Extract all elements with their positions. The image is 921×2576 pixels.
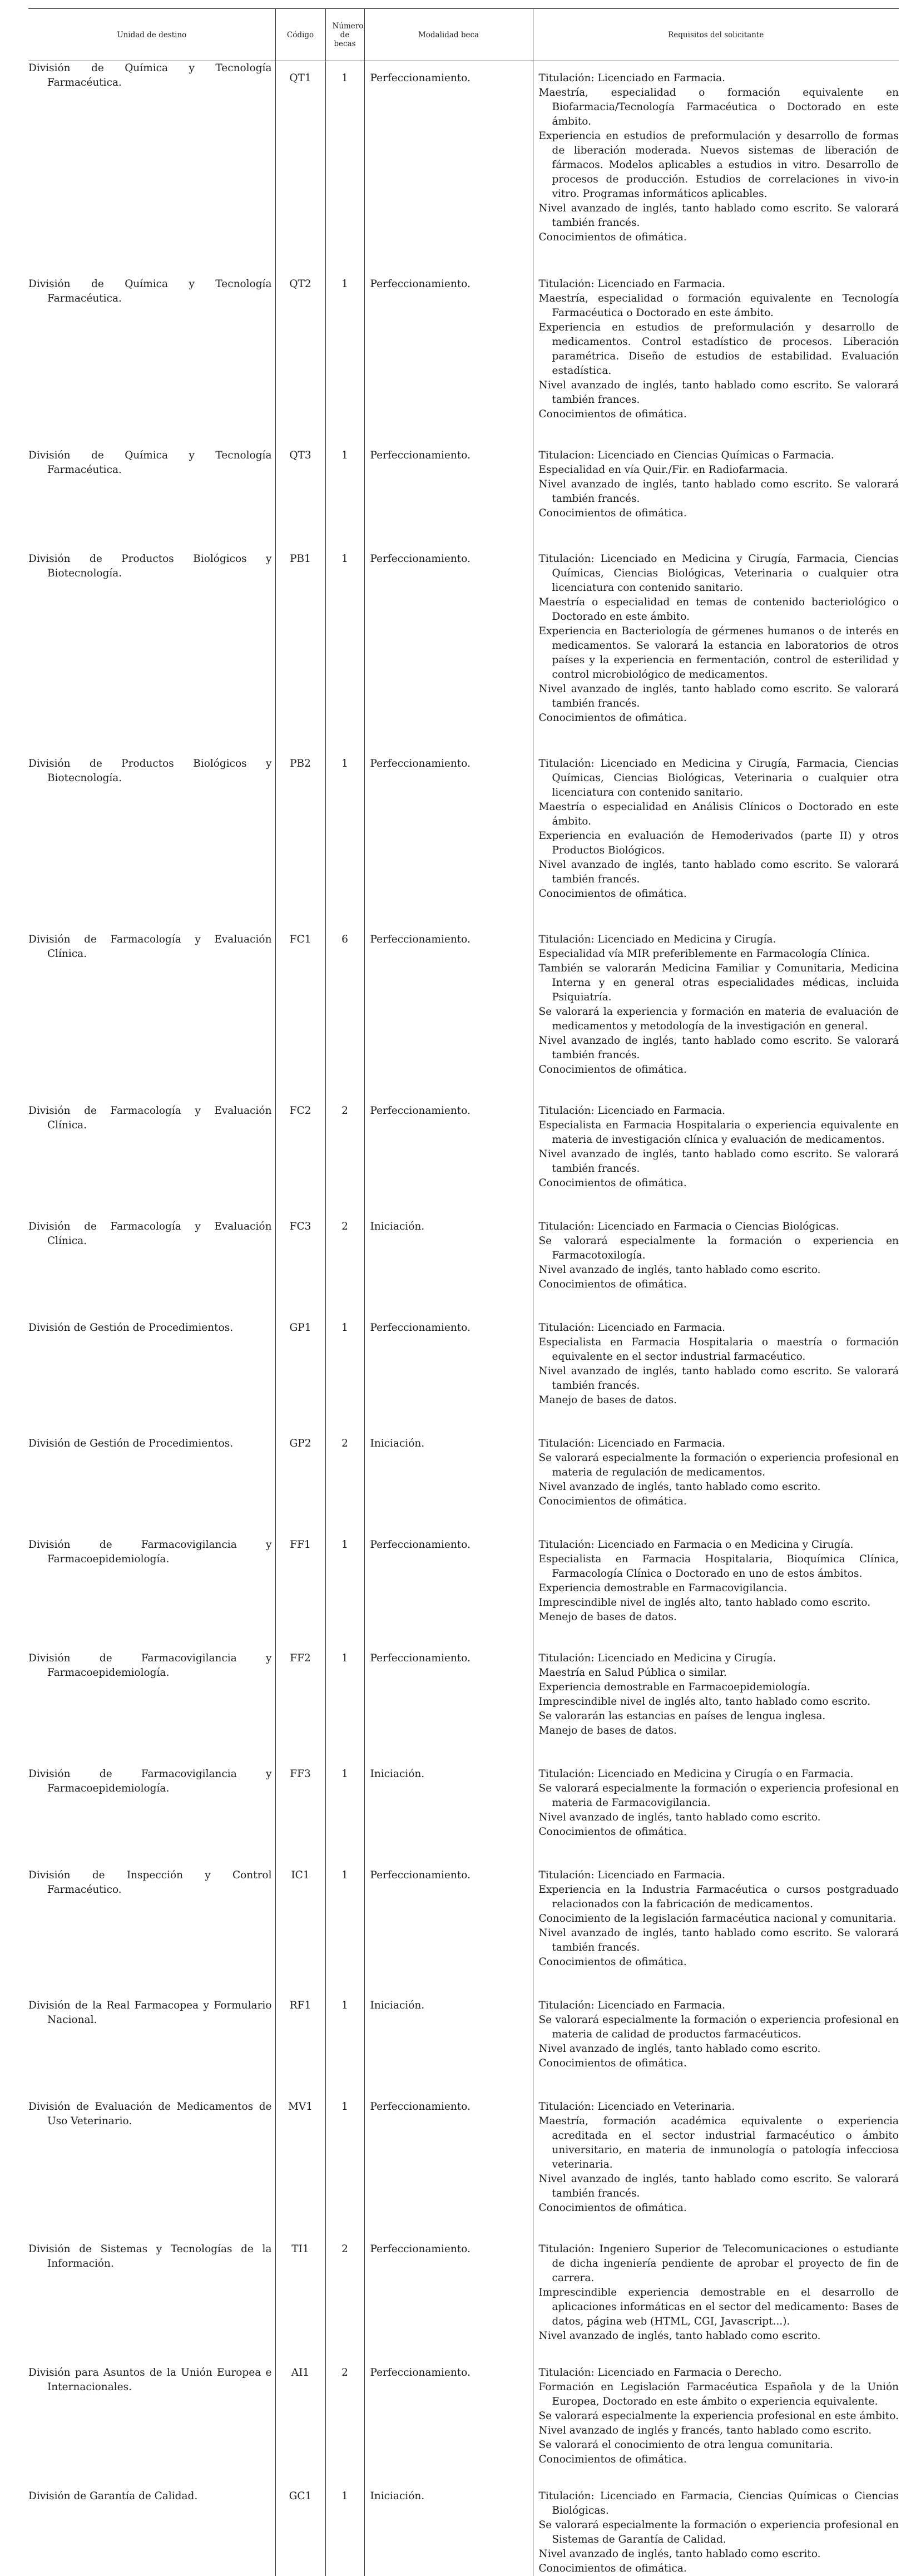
unit-label: División de Garantía de Calidad. [28,2489,272,2504]
cell-code: AI1 [275,2366,325,2489]
unit-label: División de Farmacología y Evaluación Clínica. [28,932,272,961]
requirement-item: Titulación: Licenciado en Farmacia o Derecho. [539,2366,899,2380]
unit-label: División de Gestión de Procedimientos. [28,1321,272,1335]
requirement-item: Titulación: Licenciado en Medicina y Cirugía. [539,932,899,947]
requirement-item: Nivel avanzado de inglés, tanto hablado como escrito. Se valorará también francés. [539,1364,899,1393]
requirement-item: Titulación: Licenciado en Farmacia. [539,1868,899,1883]
unit-label: División de Productos Biológicos y Biotecnología. [28,552,272,581]
requirement-item: Nivel avanzado de inglés, tanto hablado como escrito. Se valorará también francés. [539,682,899,711]
requirement-item: Titulación: Licenciado en Farmacia o en Medicina y Cirugía. [539,1538,899,1552]
requirement-item: Conocimientos de ofimática. [539,1825,899,1839]
requirements-list [539,2489,899,2576]
cell-unit [28,1868,275,1998]
requirement-item: Formación en Legislación Farmacéutica Española y de la Unión Europea, Doctorado en este ámbito o experiencia equivalente. [539,2380,899,2409]
cell-num: 2 [325,1437,364,1538]
cell-code: RF1 [275,1998,325,2100]
requirement-item: Experiencia en estudios de preformulación y desarrollo de formas de liberación moderada. Nuevos sistemas de liberación de fármacos. Modelos aplicables a estudios in vitro. Desarrollo de procesos de producción. Estudios de correlaciones in vivo-in vitro. Programas informáticos aplicables. [539,129,899,201]
requirement-item: Se valorará especialmente la formación o experiencia profesional en materia de calidad de productos farmacéuticos. [539,2013,899,2042]
cell-unit [28,932,275,1104]
requirement-item: Se valorará especialmente la formación o experiencia profesional en materia de regulación de medicamentos. [539,1451,899,1480]
cell-modality: Perfeccionamiento. [364,1321,533,1437]
requirement-item: Conocimientos de ofimática. [539,2562,899,2576]
table-row [28,1868,899,1998]
cell-num: 6 [325,932,364,1104]
requirement-item: Conocimientos de ofimática. [539,2452,899,2467]
cell-requirements [533,1998,899,2100]
requirements-list [539,2366,899,2467]
unit-label: División de Gestión de Procedimientos. [28,1437,272,1451]
requirement-item: Titulación: Ingeniero Superior de Telecomunicaciones o estudiante de dicha ingeniería pendiente de aprobar el proyecto de fin de carrera. [539,2242,899,2286]
table-row [28,2366,899,2489]
unit-label: División de Productos Biológicos y Biotecnología. [28,757,272,786]
table-row [28,757,899,932]
cell-modality: Perfeccionamiento. [364,1104,533,1220]
requirements-list [539,932,899,1077]
cell-unit [28,448,275,552]
unit-label: División de Química y Tecnología Farmacéutica. [28,448,272,477]
cell-modality: Iniciación. [364,1998,533,2100]
cell-num: 2 [325,1104,364,1220]
cell-num: 1 [325,552,364,757]
cell-modality: Perfeccionamiento. [364,757,533,932]
unit-label: División de Química y Tecnología Farmacéutica. [28,277,272,306]
cell-requirements [533,2489,899,2576]
cell-unit [28,552,275,757]
requirement-item: Experiencia demostrable en Farmacovigilancia. [539,1581,899,1596]
cell-modality: Perfeccionamiento. [364,61,533,278]
cell-modality: Iniciación. [364,1437,533,1538]
cell-modality: Perfeccionamiento. [364,2100,533,2242]
requirement-item: Conocimientos de ofimática. [539,1494,899,1509]
requirement-item: Imprescindible nivel de inglés alto, tanto hablado como escrito. [539,1596,899,1610]
table-row [28,277,899,448]
requirement-item: Titulación: Licenciado en Farmacia. [539,1998,899,2013]
requirement-item: Conocimientos de ofimática. [539,1955,899,1970]
requirement-item: Titulación: Licenciado en Farmacia. [539,71,899,86]
cell-num: 1 [325,61,364,278]
cell-code: TI1 [275,2242,325,2366]
cell-modality: Iniciación. [364,2489,533,2576]
cell-modality: Perfeccionamiento. [364,1651,533,1767]
table-row [28,2100,899,2242]
requirement-item: Conocimientos de ofimática. [539,2056,899,2071]
requirement-item: Titulación: Licenciado en Farmacia. [539,1104,899,1118]
unit-label: División para Asuntos de la Unión Europea e Internacionales. [28,2366,272,2395]
cell-requirements [533,1437,899,1538]
cell-num: 1 [325,1321,364,1437]
requirement-item: Nivel avanzado de inglés, tanto hablado como escrito. [539,2547,899,2562]
requirements-list [539,71,899,245]
requirements-list [539,2100,899,2215]
requirements-list [539,1998,899,2071]
requirement-item: Maestría o especialidad en temas de contenido bacteriológico o Doctorado en este ámbito. [539,595,899,624]
cell-num: 1 [325,1868,364,1998]
requirement-item: Nivel avanzado de inglés, tanto hablado como escrito. Se valorará también francés. [539,858,899,887]
cell-unit [28,2366,275,2489]
requirement-item: Experiencia en evaluación de Hemoderivados (parte II) y otros Productos Biológicos. [539,829,899,858]
requirement-item: Titulacion: Licenciado en Ciencias Químicas o Farmacia. [539,448,899,463]
header-modality: Modalidad beca [364,9,533,61]
table-row [28,1437,899,1538]
table-row [28,1220,899,1321]
scholarship-table [28,8,899,2576]
requirement-item: Titulación: Licenciado en Farmacia, Ciencias Químicas o Ciencias Biológicas. [539,2489,899,2518]
requirement-item: Se valorará especialmente la formación o experiencia profesional en materia de Farmacovigilancia. [539,1782,899,1810]
requirement-item: Nivel avanzado de inglés, tanto hablado como escrito. Se valorará también francés. [539,2172,899,2201]
cell-requirements [533,61,899,278]
cell-unit [28,1538,275,1651]
cell-requirements [533,1651,899,1767]
requirements-list [539,277,899,422]
requirement-item: Manejo de bases de datos. [539,1393,899,1408]
requirement-item: Titulación: Licenciado en Medicina y Cirugía o en Farmacia. [539,1767,899,1782]
requirement-item: Nivel avanzado de inglés, tanto hablado como escrito. [539,1480,899,1494]
requirements-list [539,1651,899,1738]
cell-num: 1 [325,1998,364,2100]
requirement-item: Se valorará especialmente la formación o experiencia en Farmacotoxilogía. [539,1234,899,1263]
cell-unit [28,1321,275,1437]
table-row [28,1104,899,1220]
cell-unit [28,1104,275,1220]
cell-unit [28,1220,275,1321]
requirements-list [539,1538,899,1625]
requirement-item: Titulación: Licenciado en Farmacia. [539,277,899,292]
table-row [28,932,899,1104]
requirement-item: Especialidad vía MIR preferiblemente en Farmacología Clínica. [539,947,899,961]
cell-num: 1 [325,277,364,448]
requirements-list [539,1321,899,1408]
requirement-item: También se valorarán Medicina Familiar y Comunitaria, Medicina Interna y en general otras especialidades médicas, incluida Psiquiatría. [539,961,899,1005]
cell-code: GP2 [275,1437,325,1538]
cell-requirements [533,932,899,1104]
cell-unit [28,1998,275,2100]
unit-label: División de Evaluación de Medicamentos de Uso Veterinario. [28,2100,272,2129]
cell-code: FC1 [275,932,325,1104]
unit-label: División de Inspección y Control Farmacéutico. [28,1868,272,1897]
requirement-item: Maestría o especialidad en Análisis Clínicos o Doctorado en este ámbito. [539,800,899,829]
cell-requirements [533,277,899,448]
cell-modality: Perfeccionamiento. [364,448,533,552]
header-code: Código [275,9,325,61]
requirement-item: Conocimientos de ofimática. [539,1277,899,1292]
requirements-list [539,1104,899,1191]
cell-num: 1 [325,1767,364,1868]
unit-label: División de Farmacovigilancia y Farmacoepidemiología. [28,1538,272,1567]
cell-code: PB2 [275,757,325,932]
cell-requirements [533,2366,899,2489]
cell-code: FF1 [275,1538,325,1651]
cell-requirements [533,2242,899,2366]
cell-modality: Perfeccionamiento. [364,1538,533,1651]
requirement-item: Se valorará la experiencia y formación en materia de evaluación de medicamentos y metodología de la investigación en general. [539,1005,899,1034]
unit-label: División de Sistemas y Tecnologías de la Información. [28,2242,272,2271]
requirement-item: Imprescindible nivel de inglés alto, tanto hablado como escrito. [539,1695,899,1709]
cell-unit [28,1767,275,1868]
unit-label: División de la Real Farmacopea y Formulario Nacional. [28,1998,272,2027]
cell-num: 1 [325,1538,364,1651]
requirements-list [539,552,899,726]
requirement-item: Titulación: Licenciado en Farmacia. [539,1321,899,1335]
cell-modality: Perfeccionamiento. [364,1868,533,1998]
cell-unit [28,2100,275,2242]
cell-requirements [533,1538,899,1651]
requirement-item: Conocimientos de ofimática. [539,887,899,901]
cell-unit [28,61,275,278]
table-row [28,1651,899,1767]
requirement-item: Nivel avanzado de inglés, tanto hablado como escrito. [539,2042,899,2056]
cell-unit [28,2242,275,2366]
requirement-item: Manejo de bases de datos. [539,1724,899,1738]
cell-num: 2 [325,2366,364,2489]
requirement-item: Experiencia demostrable en Farmacoepidemiología. [539,1680,899,1695]
cell-modality: Iniciación. [364,1767,533,1868]
requirement-item: Nivel avanzado de inglés, tanto hablado como escrito. [539,1263,899,1277]
unit-label: División de Farmacología y Evaluación Clínica. [28,1104,272,1133]
cell-num: 1 [325,1651,364,1767]
cell-requirements [533,1321,899,1437]
cell-modality: Perfeccionamiento. [364,2242,533,2366]
cell-num: 1 [325,2489,364,2576]
table-row [28,2489,899,2576]
table-row [28,61,899,278]
requirement-item: Maestría, formación académica equivalente o experiencia acreditada en el sector industrial farmacéutico o ámbito universitario, en materia de inmunología o patología infecciosa veterinaria. [539,2114,899,2172]
requirement-item: Nivel avanzado de inglés, tanto hablado como escrito. [539,1810,899,1825]
requirement-item: Titulación: Licenciado en Medicina y Cirugía, Farmacia, Ciencias Químicas, Ciencias Biológicas, Veterinaria o cualquier otra licenciatura con contenido sanitario. [539,757,899,800]
table-row [28,552,899,757]
cell-code: PB1 [275,552,325,757]
requirement-item: Experiencia en Bacteriología de gérmenes humanos o de interés en medicamentos. Se valorará la estancia en laboratorios de otros países y la experiencia en fermentación, control de esterilidad y control microbiológico de medicamentos. [539,624,899,682]
header-requirements: Requisitos del solicitante [533,9,899,61]
requirement-item: Maestría, especialidad o formación equivalente en Biofarmacia/Tecnología Farmacéutica o Doctorado en este ámbito. [539,86,899,129]
cell-requirements [533,2100,899,2242]
requirements-list [539,448,899,521]
requirement-item: Nivel avanzado de inglés y francés, tanto hablado como escrito. [539,2424,899,2438]
requirement-item: Titulación: Licenciado en Farmacia. [539,1437,899,1451]
requirement-item: Conocimientos de ofimática. [539,407,899,422]
cell-num: 1 [325,757,364,932]
cell-unit [28,1437,275,1538]
requirement-item: Nivel avanzado de inglés, tanto hablado como escrito. Se valorará también francés. [539,1034,899,1063]
requirements-list [539,1220,899,1292]
cell-code: GC1 [275,2489,325,2576]
requirement-item: Se valorará especialmente la experiencia profesional en este ámbito. [539,2409,899,2424]
cell-code: FC2 [275,1104,325,1220]
requirement-item: Titulación: Licenciado en Medicina y Cirugía, Farmacia, Ciencias Químicas, Ciencias Biológicas, Veterinaria o cualquier otra licenciatura con contenido sanitario. [539,552,899,595]
unit-label: División de Farmacovigilancia y Farmacoepidemiología. [28,1767,272,1796]
requirement-item: Especialista en Farmacia Hospitalaria o experiencia equivalente en materia de investigación clínica y evaluación de medicamentos. [539,1118,899,1147]
unit-label: División de Farmacología y Evaluación Clínica. [28,1220,272,1248]
cell-code: MV1 [275,2100,325,2242]
requirement-item: Conocimientos de ofimática. [539,2201,899,2215]
requirement-item: Nivel avanzado de inglés, tanto hablado como escrito. Se valorará también frances. [539,378,899,407]
requirement-item: Especialidad en vía Quir./Fir. en Radiofarmacia. [539,463,899,477]
cell-requirements [533,1767,899,1868]
requirement-item: Se valorará especialmente la formación o experiencia profesional en Sistemas de Garantía de Calidad. [539,2518,899,2547]
cell-unit [28,2489,275,2576]
requirement-item: Especialista en Farmacia Hospitalaria o maestría o formación equivalente en el sector industrial farmacéutico. [539,1335,899,1364]
requirements-list [539,1437,899,1509]
cell-code: FF3 [275,1767,325,1868]
cell-requirements [533,448,899,552]
requirements-list [539,2242,899,2343]
requirement-item: Experiencia en la Industria Farmacéutica o cursos postgraduado relacionados con la fabricación de medicamentos. [539,1883,899,1912]
requirement-item: Se valorará el conocimiento de otra lengua comunitaria. [539,2438,899,2452]
requirements-list [539,1868,899,1970]
cell-num: 2 [325,1220,364,1321]
requirement-item: Nivel avanzado de inglés, tanto hablado como escrito. Se valorará también francés. [539,201,899,230]
cell-code: QT1 [275,61,325,278]
requirement-item: Se valorarán las estancias en países de lengua inglesa. [539,1709,899,1724]
table-body [28,61,899,2576]
requirement-item: Menejo de bases de datos. [539,1610,899,1625]
requirement-item: Titulación: Licenciado en Veterinaria. [539,2100,899,2114]
requirement-item: Nivel avanzado de inglés, tanto hablado como escrito. Se valorará también francés. [539,1926,899,1955]
requirement-item: Nivel avanzado de inglés, tanto hablado como escrito. [539,2329,899,2343]
cell-requirements [533,757,899,932]
requirement-item: Maestría, especialidad o formación equivalente en Tecnología Farmacéutica o Doctorado en este ámbito. [539,292,899,320]
cell-unit [28,757,275,932]
header-unit: Unidad de destino [28,9,275,61]
requirement-item: Especialista en Farmacia Hospitalaria, Bioquímica Clínica, Farmacología Clínica o Doctorado en uno de estos ámbitos. [539,1552,899,1581]
cell-num: 1 [325,2100,364,2242]
requirement-item: Titulación: Licenciado en Medicina y Cirugía. [539,1651,899,1666]
header-num: Número de becas [325,9,364,61]
cell-modality: Iniciación. [364,1220,533,1321]
requirements-list [539,757,899,901]
cell-requirements [533,1868,899,1998]
requirement-item: Conocimientos de ofimática. [539,1176,899,1191]
table-row [28,1321,899,1437]
requirement-item: Conocimientos de ofimática. [539,230,899,245]
requirements-list [539,1767,899,1839]
requirement-item: Conocimientos de ofimática. [539,1063,899,1077]
cell-num: 1 [325,448,364,552]
cell-requirements [533,1220,899,1321]
table-row [28,1767,899,1868]
requirement-item: Experiencia en estudios de preformulación y desarrollo de medicamentos. Control estadístico de procesos. Liberación paramétrica. Diseño de estudios de estabilidad. Evaluación estadística. [539,320,899,378]
cell-modality: Perfeccionamiento. [364,932,533,1104]
cell-modality: Perfeccionamiento. [364,2366,533,2489]
requirement-item: Conocimientos de ofimática. [539,711,899,726]
cell-code: FC3 [275,1220,325,1321]
cell-modality: Perfeccionamiento. [364,277,533,448]
requirement-item: Titulación: Licenciado en Farmacia o Ciencias Biológicas. [539,1220,899,1234]
cell-code: IC1 [275,1868,325,1998]
cell-requirements [533,552,899,757]
unit-label: División de Química y Tecnología Farmacéutica. [28,61,272,90]
cell-unit [28,277,275,448]
cell-unit [28,1651,275,1767]
cell-code: GP1 [275,1321,325,1437]
cell-code: QT3 [275,448,325,552]
table-row [28,2242,899,2366]
cell-num: 2 [325,2242,364,2366]
cell-modality: Perfeccionamiento. [364,552,533,757]
cell-code: FF2 [275,1651,325,1767]
cell-code: QT2 [275,277,325,448]
requirement-item: Maestría en Salud Pública o similar. [539,1666,899,1680]
table-header [28,9,899,61]
unit-label: División de Farmacovigilancia y Farmacoepidemiología. [28,1651,272,1680]
requirement-item: Nivel avanzado de inglés, tanto hablado como escrito. Se valorará también francés. [539,477,899,506]
table-row [28,448,899,552]
requirement-item: Conocimientos de ofimática. [539,506,899,521]
table-row [28,1538,899,1651]
requirement-item: Imprescindible experiencia demostrable en el desarrollo de aplicaciones informáticas en el sector del medicamento: Bases de datos, página web (HTML, CGI, Javascript...). [539,2286,899,2329]
requirement-item: Nivel avanzado de inglés, tanto hablado como escrito. Se valorará también francés. [539,1147,899,1176]
cell-requirements [533,1104,899,1220]
table-row [28,1998,899,2100]
requirement-item: Conocimiento de la legislación farmacéutica nacional y comunitaria. [539,1912,899,1926]
